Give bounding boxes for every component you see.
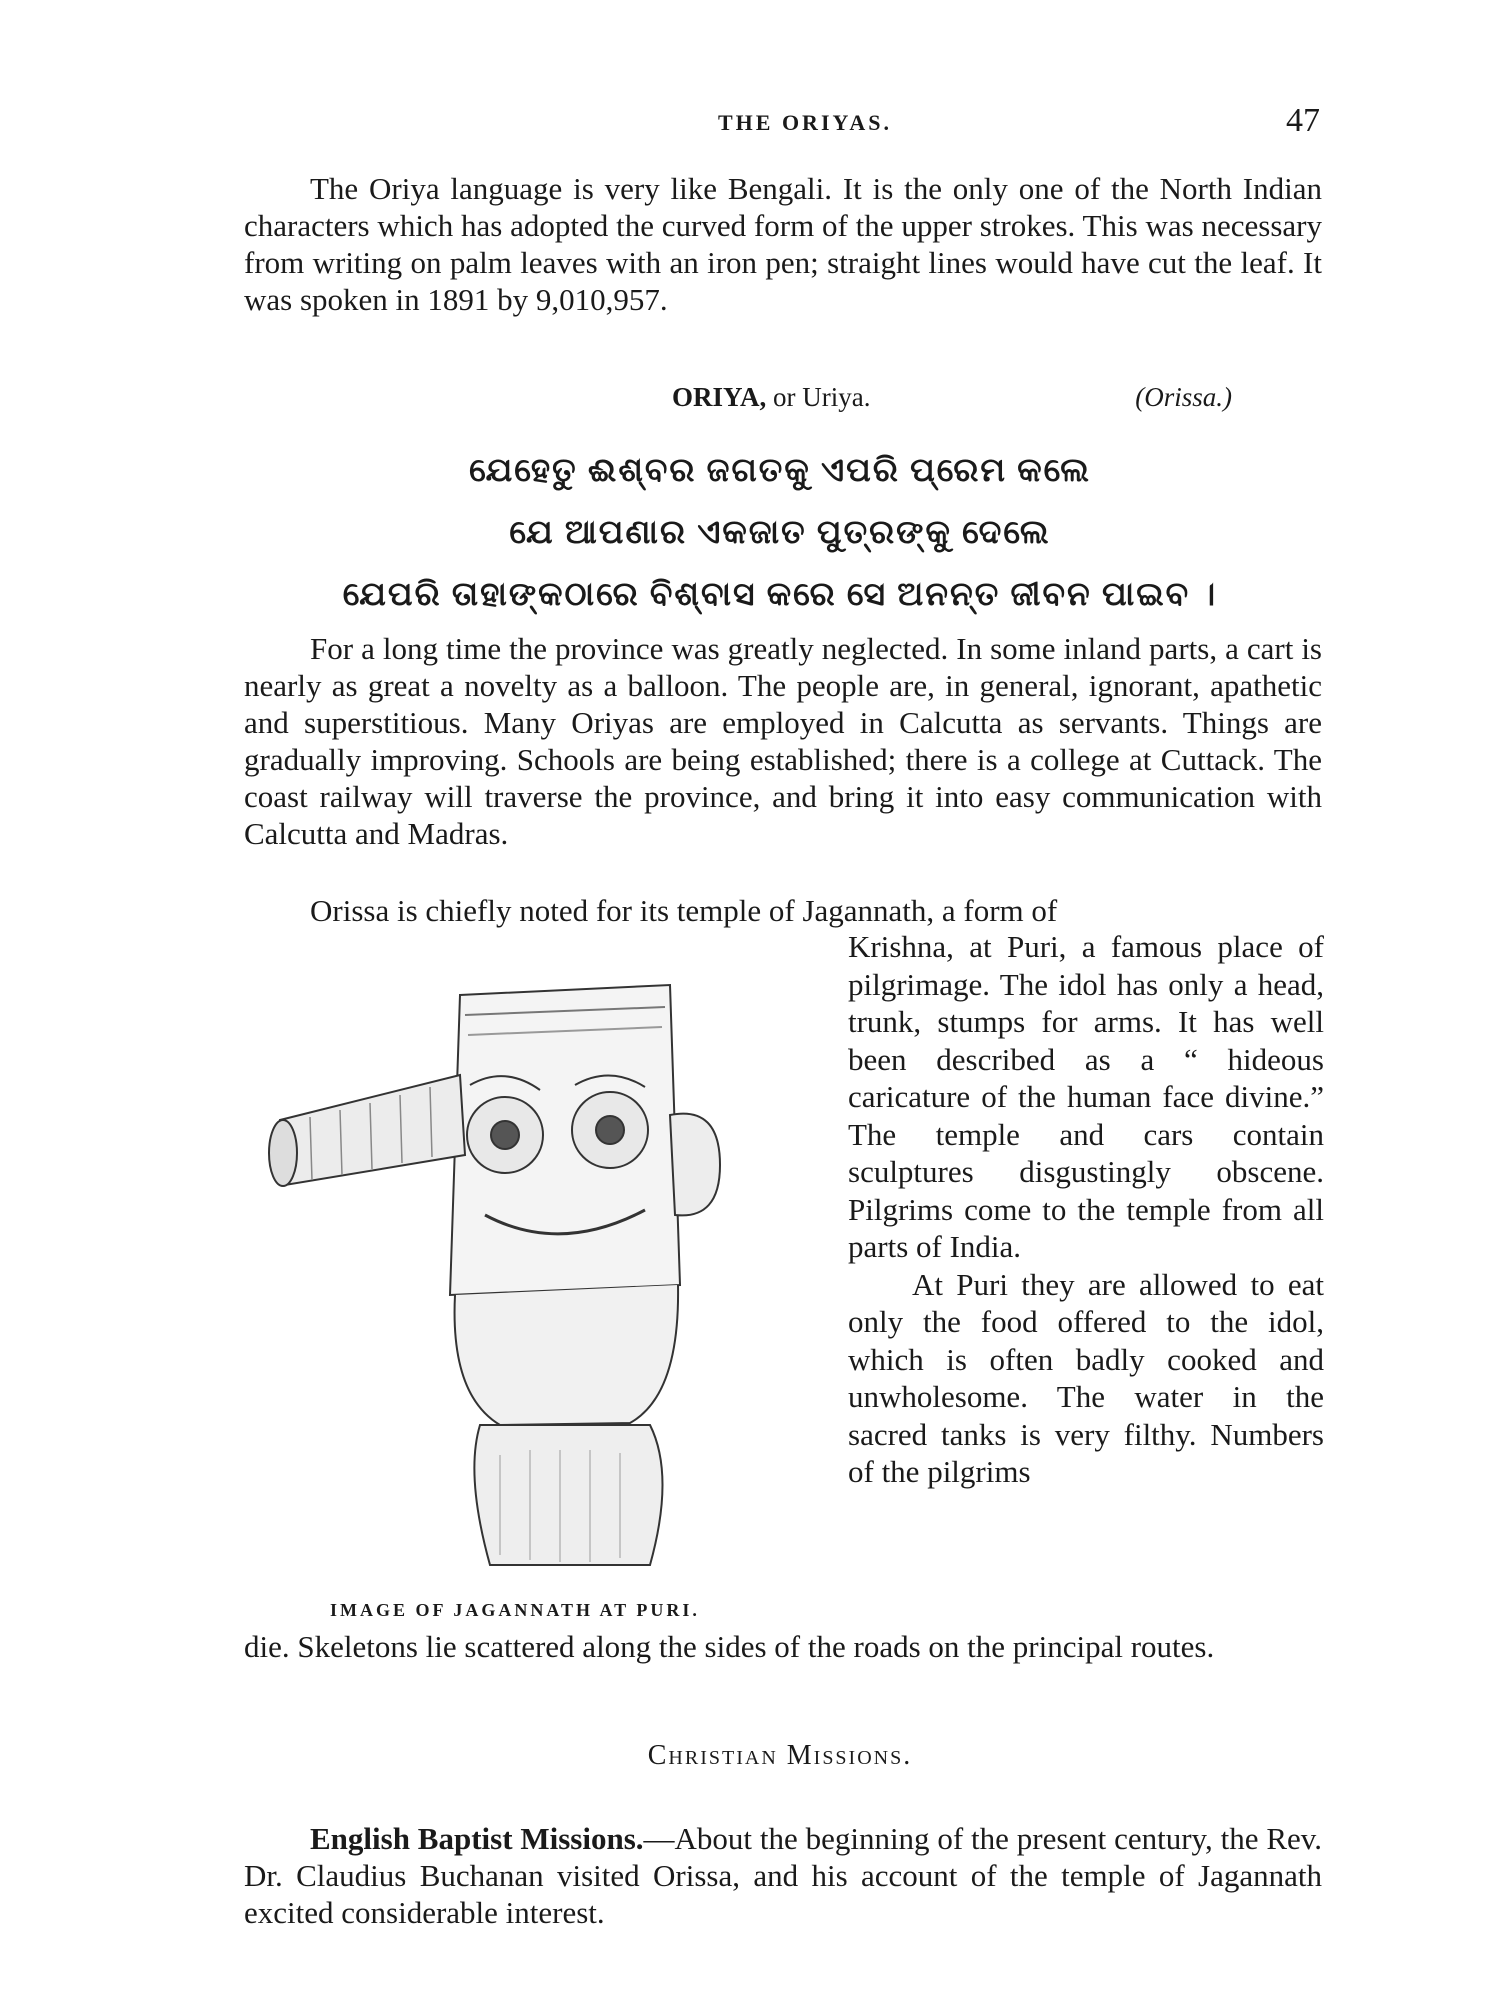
language-sample-heading xyxy=(672,382,1232,422)
paragraph-jagannath-lead xyxy=(244,892,1322,929)
script-line: ଯେ ଆପଣାର ଏକଜାତ ପୁତ୍ରଙ୍କୁ ଦେଲେ xyxy=(509,515,1051,551)
running-title: THE ORIYAS. xyxy=(717,110,892,135)
jagannath-idol-drawing xyxy=(250,955,830,1595)
paragraph-oriya-language: The Oriya language is very like Bengali. It is the only one of the North Indian characters which has adopted the curved form of the upper strokes. This was necessary from writing on palm leaves with an iron pen; straight lines would have cut the leaf. It was spoken in 1891 by 9,010,957. xyxy=(244,171,1322,317)
language-name-rest: or Uriya. xyxy=(766,382,871,412)
language-name-bold: ORIYA, xyxy=(672,382,767,412)
figure-caption: IMAGE OF JAGANNATH AT PURI. xyxy=(330,1600,700,1620)
page-number: 47 xyxy=(1286,102,1320,139)
oriya-script-sample xyxy=(330,440,1230,626)
jagannath-illustration xyxy=(250,955,830,1595)
paragraph-pilgrim-deaths: die. Skeletons lie scattered along the sides of the roads on the principal routes. xyxy=(244,1629,1215,1664)
paragraph-province: For a long time the province was greatly neglected. In some inland parts, a cart is nearly as great a novelty as a balloon. The people are, in general, ignorant, apathetic and superstitious. Many Oriyas are employed in Calcutta as servants. Things are gradually improving. Schools are being established; there is a college at Cuttack. The coast railway will traverse the province, and bring it into easy communication with Calcutta and Madras. xyxy=(244,631,1322,851)
section-heading-christian-missions: Christian Missions. xyxy=(647,1740,913,1771)
jagannath-description: Krishna, at Puri, a famous place of pilgrimage. The idol has only a head, trunk, stumps for arms. It has well been described as a “ hideous caricature of the human face divine.” The temple and cars contain sculptures disgustingly obscene. Pilgrims come to the temple from all parts of India. xyxy=(848,929,1324,1264)
script-line: ଯେହେତୁ ଈଶ୍ବର ଜଗତକୁ ଏପରି ପ୍ରେମ କଲେ xyxy=(469,453,1091,489)
language-name xyxy=(672,382,871,413)
paragraph-baptist-missions xyxy=(244,1820,1322,1931)
language-region: (Orissa.) xyxy=(1135,382,1232,412)
script-line: ଯେପରି ତାହାଙ୍କଠାରେ ବିଶ୍ବାସ କରେ ସେ ଅନନ୍ତ ଜୀବନ ପାଇବ । xyxy=(342,577,1218,613)
text-beside-figure xyxy=(848,928,1324,1491)
running-head xyxy=(240,102,1320,150)
pilgrim-conditions: At Puri they are allowed to eat only the food offered to the idol, which is often badly cooked and unwholesome. The water in the sacred tanks is very filthy. Numbers of the pilgrims xyxy=(848,1266,1324,1489)
baptist-missions-text: —About the beginning of the present century, the Rev. Dr. Claudius Buchanan visited Orissa, and his account of the temple of Jagannath excited considerable interest. xyxy=(244,1821,1323,1930)
run-in-heading: English Baptist Missions. xyxy=(310,1821,644,1856)
jagannath-lead-line: Orissa is chiefly noted for its temple of Jagannath, a form of xyxy=(310,893,1058,928)
